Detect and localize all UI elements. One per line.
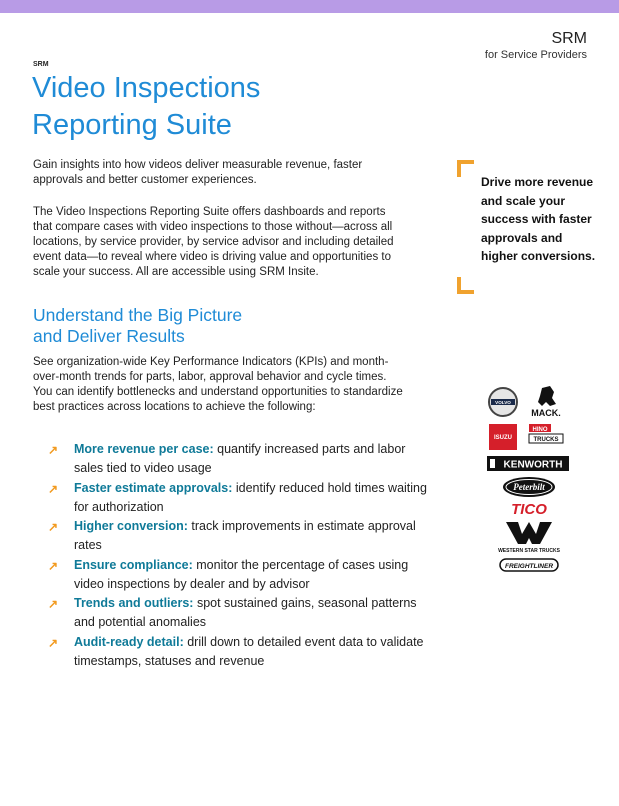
title-line-2: Reporting Suite: [32, 109, 232, 141]
list-item: [48, 594, 428, 633]
volvo-logo: [487, 386, 519, 418]
hino-logo-text: HINO: [532, 427, 548, 433]
volvo-logo-text: VOLVO: [495, 400, 511, 405]
benefits-list: [48, 440, 428, 671]
kenworth-logo: [487, 456, 569, 471]
bullet-label: Faster estimate approvals:: [74, 480, 233, 495]
bullet-text: quantify increased parts and labor sales tied to video usage: [74, 442, 406, 475]
bracket-bottom-icon: [457, 277, 474, 294]
tico-logo-text: TICO: [511, 501, 547, 517]
tico-logo: [491, 501, 567, 517]
bracket-top-icon: [457, 160, 474, 177]
bullet-label: Audit-ready detail:: [74, 634, 184, 649]
kenworth-logo-text: KENWORTH: [503, 459, 563, 471]
intro-paragraph: Gain insights into how videos deliver measurable revenue, faster approvals and better customer experiences.: [33, 159, 363, 186]
overview-paragraph: The Video Inspections Reporting Suite offers dashboards and reports that compare cases with video inspections to those without—across all locations, by service provider, by service advisor and including detailed event data—to reveal where video is driving value and opportunities to scale your success. All are accessible using SRM Insite.: [33, 206, 394, 278]
list-item: [48, 440, 428, 479]
western-star-logo: [498, 520, 560, 554]
bullet-text: spot sustained gains, seasonal patterns and potential anomalies: [74, 596, 417, 629]
list-item: [48, 633, 428, 672]
arrow-icon: ↗: [48, 635, 59, 650]
isuzu-logo-text: ISUZU: [494, 435, 512, 441]
peterbilt-logo-text: Peterbilt: [513, 482, 545, 492]
bullet-label: Higher conversion:: [74, 519, 188, 533]
callout-text: Drive more revenue and scale your success with faster approvals and higher conversions.: [481, 175, 596, 263]
section-heading: [33, 305, 242, 347]
isuzu-logo: [489, 424, 517, 450]
arrow-icon: ↗: [48, 597, 59, 611]
page-title: [32, 70, 260, 144]
section-heading-line-1: Understand the Big Picture: [33, 305, 243, 325]
bullet-text: track improvements in estimate approval rates: [74, 519, 416, 552]
arrow-icon: ↗: [48, 558, 59, 573]
hino-logo: [528, 422, 564, 450]
freightliner-logo: [499, 558, 559, 572]
brand-name: SRM: [551, 30, 587, 47]
top-accent-bar: [0, 0, 619, 13]
hino-trucks-text: TRUCKS: [533, 437, 559, 443]
arrow-icon: ↗: [48, 443, 59, 457]
eyebrow-label: SRM: [33, 61, 49, 68]
mack-logo: [524, 384, 568, 420]
bullet-label: Trends and outliers:: [74, 596, 194, 610]
bullet-label: More revenue per case:: [74, 442, 214, 456]
peterbilt-logo: [501, 476, 557, 498]
list-item: [48, 556, 428, 595]
section-body: See organization-wide Key Performance Indicators (KPIs) and month-over-month trends for parts, labor, approval behavior and cycle times. You can identify bottlenecks and understand opportunities to standardize best practices across locations to achieve the following:: [33, 356, 403, 413]
list-item: [48, 517, 428, 556]
bullet-text: monitor the percentage of cases using video inspections by dealer and by advisor: [74, 557, 409, 591]
freightliner-logo-text: FREIGHTLINER: [504, 563, 554, 570]
arrow-icon: ↗: [48, 520, 59, 534]
mack-logo-text: MACK.: [531, 408, 561, 418]
bullet-text: drill down to detailed event data to validate timestamps, statuses and revenue: [74, 634, 424, 668]
list-item: [48, 479, 428, 518]
arrow-icon: ↗: [48, 481, 59, 496]
brand-block: [485, 30, 587, 62]
bullet-label: Ensure compliance:: [74, 557, 193, 572]
western-star-logo-text: WESTERN STAR TRUCKS: [498, 548, 560, 554]
title-line-1: Video Inspections: [32, 72, 261, 104]
section-heading-line-2: and Deliver Results: [33, 326, 185, 346]
callout-box: [457, 160, 597, 294]
bullet-text: identify reduced hold times waiting for authorization: [74, 480, 427, 514]
brand-subtitle: for Service Providers: [484, 49, 587, 61]
